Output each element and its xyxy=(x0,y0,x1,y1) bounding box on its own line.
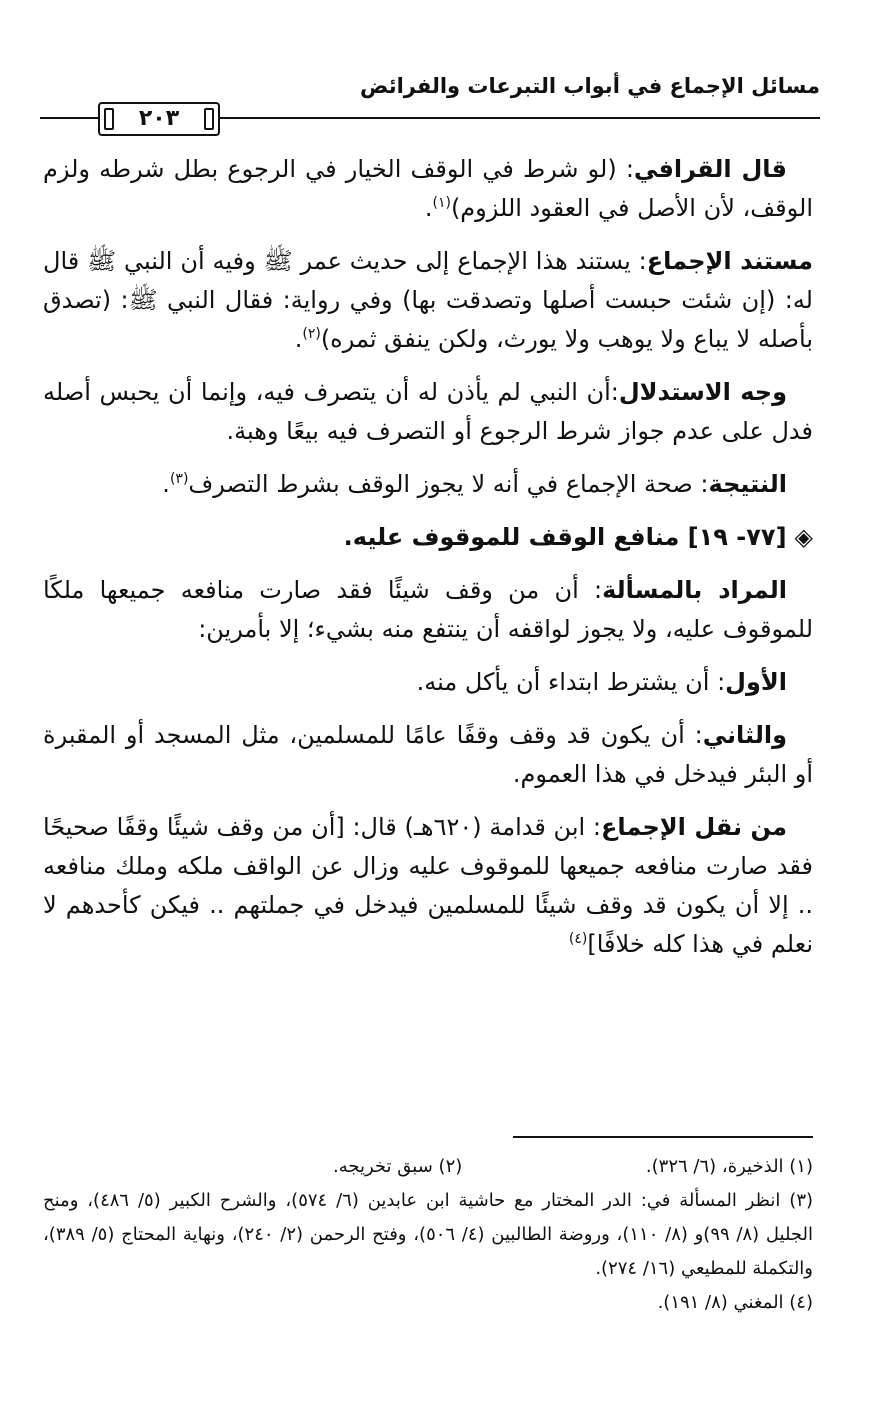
paragraph-text: : ابن قدامة (٦٢٠هـ) قال: [أن من وقف شيئًا وقفًا صحيحًا فقد صارت منافعه جميعها للموقوف عليه وزال عن الواقف ملكه وملك منافعه .. إلا أن يكون قد وقف شيئًا للمسلمين فيدخل في جملتهم .. فيكن كأحدهم لا نعلم في هذا كله خلافًا] xyxy=(43,813,813,958)
page-header xyxy=(40,66,820,136)
section-title: [٧٧- ١٩] منافع الوقف للموقوف عليه. xyxy=(343,523,787,551)
paragraph-text: : أن يشترط ابتداء أن يأكل منه. xyxy=(416,668,726,696)
footnote-ref: (٢) xyxy=(302,326,321,342)
section-heading xyxy=(43,518,813,557)
paragraph-text: :أن النبي لم يأذن له أن يتصرف فيه، وإنما أن يحبس أصله فدل على عدم جواز شرط الرجوع أو التصرف فيه بيعًا وهبة. xyxy=(43,378,813,445)
paragraph-text: : أن من وقف شيئًا فقد صارت منافعه جميعها ملكًا للموقوف عليه، ولا يجوز لواقفه أن ينتفع منه بشيء؛ إلا بأمرين: xyxy=(43,576,813,643)
footnote-row xyxy=(43,1150,813,1184)
paragraph-text: : صحة الإجماع في أنه لا يجوز الوقف بشرط التصرف xyxy=(188,470,709,498)
paragraph-label: المراد بالمسألة xyxy=(602,576,787,604)
paragraph-first xyxy=(43,663,813,702)
paragraph-meaning xyxy=(43,571,813,649)
page-number: ٢٠٣ xyxy=(138,106,180,131)
paragraph-label: الأول xyxy=(725,668,787,696)
paragraph-text: : أن يكون قد وقف وقفًا عامًا للمسلمين، مثل المسجد أو المقبرة أو البئر فيدخل في هذا العموم. xyxy=(43,721,813,788)
paragraph-end: . xyxy=(162,470,170,498)
footnote-ref: (٤) xyxy=(568,931,588,947)
footnote-rule xyxy=(513,1136,813,1138)
paragraph-label: وجه الاستدلال xyxy=(618,378,787,406)
paragraph-label: النتيجة xyxy=(708,470,787,498)
footnote-ref: (٣) xyxy=(169,471,189,487)
paragraph-qarafi xyxy=(43,150,813,228)
running-title: مسائل الإجماع في أبواب التبرعات والفرائض xyxy=(360,74,820,98)
footnote-1: (١) الذخيرة، (٦/ ٣٢٦). xyxy=(645,1156,813,1177)
paragraph-text: : (لو شرط في الوقف الخيار في الرجوع بطل شرطه ولزم الوقف، لأن الأصل في العقود اللزوم) xyxy=(43,155,813,222)
paragraph-evidence xyxy=(43,242,813,359)
paragraph-end: . xyxy=(294,325,303,353)
paragraph-label: من نقل الإجماع xyxy=(601,813,787,841)
paragraph-transmission xyxy=(43,808,813,964)
footnotes xyxy=(43,1150,813,1320)
paragraph-label: مستند الإجماع xyxy=(646,247,814,275)
footnote-ref: (١) xyxy=(432,195,451,211)
paragraph-result xyxy=(43,465,813,504)
page-number-frame xyxy=(98,102,220,136)
paragraph-label: قال القرافي xyxy=(633,155,787,183)
footnote-2: (٢) سبق تخريجه. xyxy=(333,1156,463,1177)
paragraph-second xyxy=(43,716,813,794)
footnote-4: (٤) المغني (٨/ ١٩١). xyxy=(657,1292,813,1313)
diamond-icon: ◈ xyxy=(794,523,813,551)
paragraph-text: : يستند هذا الإجماع إلى حديث عمر ﷺ وفيه أن النبي ﷺ قال له: (إن شئت حبست أصلها وتصدقت بها) وفي رواية: فقال النبي ﷺ: (تصدق بأصله لا يباع ولا يوهب ولا يورث، ولكن ينفق ثمره) xyxy=(43,247,813,353)
paragraph-label: والثاني xyxy=(702,721,787,749)
main-text xyxy=(43,150,813,978)
footnote-3: (٣) انظر المسألة في: الدر المختار مع حاشية ابن عابدين (٦/ ٥٧٤)، والشرح الكبير (٥/ ٤٨٦)، ومنح الجليل (٨/ ٩٩)و (٨/ ١١٠)، وروضة الطالبين (٤/ ٥٠٦)، وفتح الرحمن (٢/ ٢٤٠)، ونهاية المحتاج (٥/ ٣٨٩)، والتكملة للمطيعي (١٦/ ٢٧٤). xyxy=(43,1190,814,1279)
paragraph-end: . xyxy=(424,194,433,222)
paragraph-inference xyxy=(43,373,813,451)
